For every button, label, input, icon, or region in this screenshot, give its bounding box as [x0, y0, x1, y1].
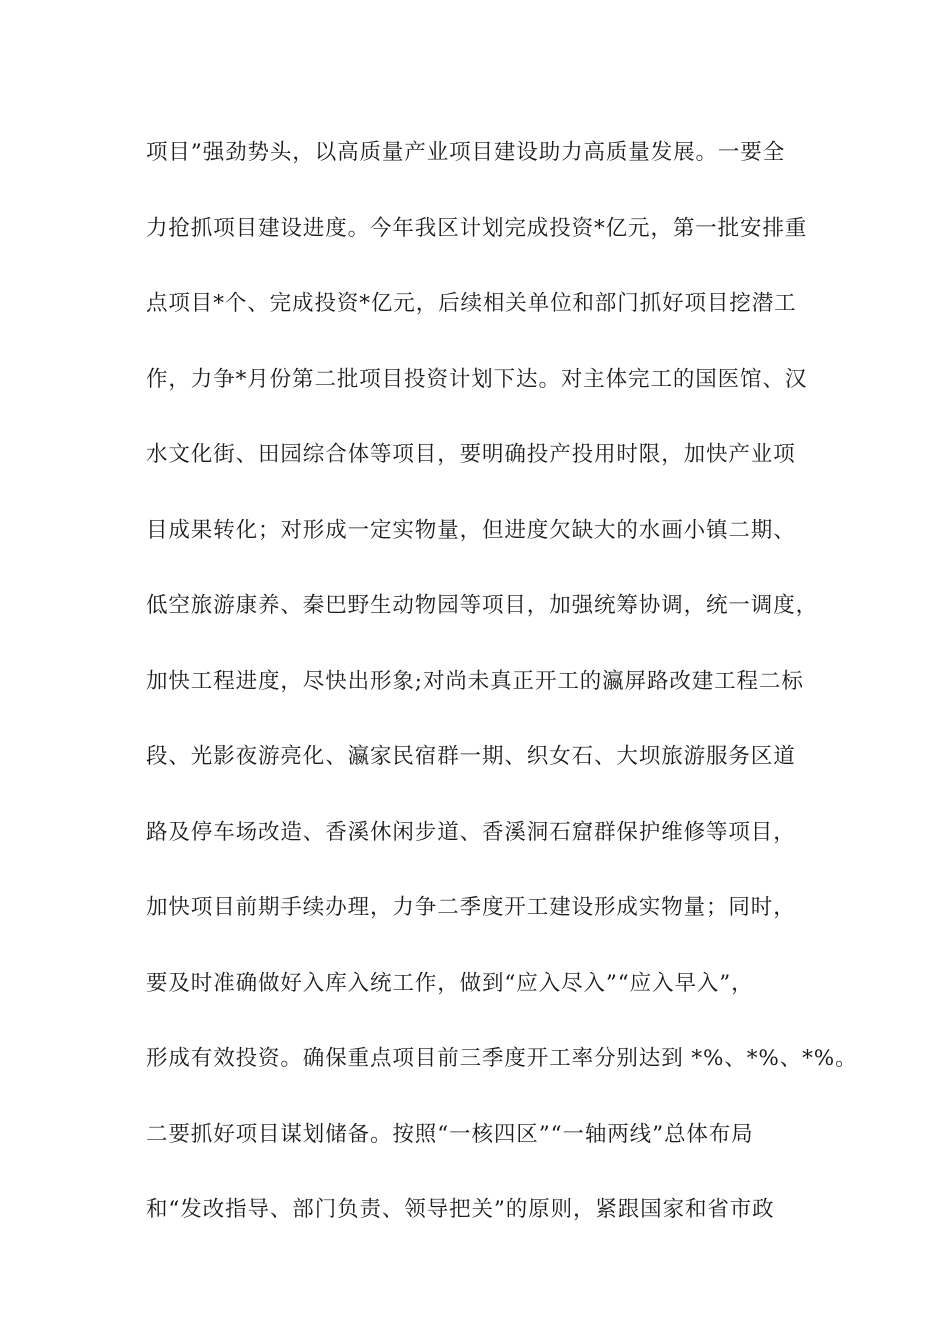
text-line: 路及停车场改造、香溪休闲步道、香溪洞石窟群保护维修等项目， — [146, 819, 796, 845]
text-line: 目成果转化；对形成一定实物量，但进度欠缺大的水画小镇二期、 — [146, 517, 796, 543]
text-line: 形成有效投资。确保重点项目前三季度开工率分别达到 *%、*%、*%。 — [146, 1046, 858, 1071]
text-line: 二要抓好项目谋划储备。按照“一核四区”“一轴两线”总体布局 — [146, 1121, 754, 1147]
text-line: 点项目*个、完成投资*亿元，后续相关单位和部门抓好项目挖潜工 — [146, 291, 797, 316]
body-paragraph — [146, 126, 858, 1259]
text-line: 加快项目前期手续办理，力争二季度开工建设形成实物量；同时， — [146, 895, 796, 920]
text-line: 项目”强劲势头，以高质量产业项目建设助力高质量发展。一要全 — [146, 140, 786, 165]
text-line: 和“发改指导、部门负责、领导把关”的原则，紧跟国家和省市政 — [146, 1197, 775, 1222]
text-line: 力抢抓项目建设进度。今年我区计划完成投资*亿元，第一批安排重 — [146, 215, 808, 241]
text-line: 加快工程进度，尽快出形象;对尚未真正开工的瀛屏路改建工程二标 — [146, 668, 804, 694]
text-line: 段、光影夜游亮化、瀛家民宿群一期、织女石、大坝旅游服务区道 — [146, 744, 796, 769]
text-line: 低空旅游康养、秦巴野生动物园等项目，加强统筹协调，统一调度， — [146, 593, 819, 618]
text-line: 水文化街、田园综合体等项目，要明确投产投用时限，加快产业项 — [146, 442, 796, 467]
text-line: 作，力争*月份第二批项目投资计划下达。对主体完工的国医馆、汉 — [146, 366, 808, 392]
text-line: 要及时准确做好入库入统工作，做到“应入尽入”“应入早入”， — [146, 970, 754, 996]
